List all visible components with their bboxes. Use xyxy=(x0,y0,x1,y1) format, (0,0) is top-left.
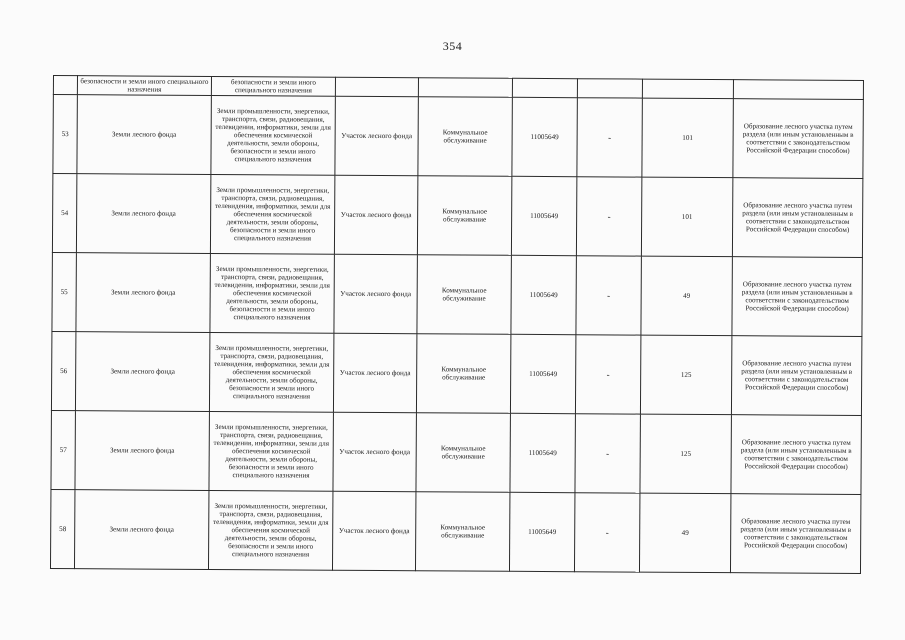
cell-code: 11005649 xyxy=(512,97,577,176)
cell-dash: - xyxy=(574,493,639,572)
cell-object-type: Участок лесного фонда xyxy=(333,412,416,492)
cell-use-type: Коммунальное обслуживание xyxy=(417,176,511,256)
table-row xyxy=(51,410,861,494)
cell-permitted-use: Земли промышленности, энергетики, транспорта, связи, радиовещания, телевидения, информатики, земли для обеспечения космической деятельности, земли обороны, безопасности и земли иного специального назначения xyxy=(210,174,334,254)
table-row xyxy=(53,95,863,179)
cell-dash xyxy=(577,79,642,98)
cell-num: 57 xyxy=(51,410,75,489)
cell-code: 11005649 xyxy=(510,334,575,413)
cell-area: 101 xyxy=(642,98,733,178)
cell-area: 101 xyxy=(641,177,732,257)
cell-method xyxy=(733,80,863,100)
cell-code: 11005649 xyxy=(511,255,576,334)
cell-land-category: Земли лесного фонда xyxy=(76,253,210,333)
cell-dash: - xyxy=(576,256,641,335)
cell-dash: - xyxy=(575,335,640,414)
cell-dash: - xyxy=(576,177,641,256)
cell-area: 49 xyxy=(641,256,732,336)
cell-object-type: Участок лесного фонда xyxy=(335,96,418,176)
table-row xyxy=(50,489,860,573)
cell-land-category: Земли лесного фонда xyxy=(76,174,210,254)
cell-code xyxy=(512,78,577,97)
cell-use-type: Коммунальное обслуживание xyxy=(416,334,510,414)
cell-land-category: Земли лесного фонда xyxy=(75,411,209,491)
table-row xyxy=(52,174,862,258)
cell-method: Образование лесного участка путем раздела (или иным установленным в соответствии с законодательством Российской Федерации способом) xyxy=(732,257,862,337)
cell-num: 53 xyxy=(53,95,77,174)
cell-permitted-use: Земли промышленности, энергетики, транспорта, связи, радиовещания, телевидения, информатики, земли для обеспечения космической деятельности, земли обороны, безопасности и земли иного специального назначения xyxy=(209,411,333,491)
cell-permitted-use: Земли промышленности, энергетики, транспорта, связи, радиовещания, телевидения, информатики, земли для обеспечения космической деятельности, земли обороны, безопасности и земли иного специального назначения xyxy=(209,332,333,412)
cell-land-category: Земли лесного фонда xyxy=(74,490,208,570)
cell-area: 125 xyxy=(640,414,731,494)
cell-dash: - xyxy=(575,414,640,493)
cell-code: 11005649 xyxy=(511,176,576,255)
cell-object-type: Участок лесного фонда xyxy=(332,491,415,571)
cell-use-type: Коммунальное обслуживание xyxy=(415,492,509,572)
cell-object-type: Участок лесного фонда xyxy=(334,175,417,255)
cell-area: 125 xyxy=(640,335,731,415)
table-row xyxy=(52,252,862,336)
cell-object-type: Участок лесного фонда xyxy=(334,254,417,334)
cell-object-type xyxy=(335,77,418,97)
cell-dash: - xyxy=(577,98,642,177)
cell-num: 54 xyxy=(52,174,76,253)
cell-num: 56 xyxy=(51,331,75,410)
cell-code: 11005649 xyxy=(509,492,574,571)
cell-permitted-use: безопасности и земли иного специального назначения xyxy=(211,76,335,96)
cell-permitted-use: Земли промышленности, энергетики, транспорта, связи, радиовещания, телевидения, информатики, земли для обеспечения космической деятельности, земли обороны, безопасности и земли иного специального назначения xyxy=(208,490,332,570)
cell-code: 11005649 xyxy=(510,413,575,492)
cell-method: Образование лесного участка путем раздела (или иным установленным в соответствии с законодательством Российской Федерации способом) xyxy=(732,178,862,258)
cell-use-type: Коммунальное обслуживание xyxy=(417,255,511,335)
cell-method: Образование лесного участка путем раздела (или иным установленным в соответствии с законодательством Российской Федерации способом) xyxy=(731,415,861,495)
table-row xyxy=(51,331,861,415)
cell-object-type: Участок лесного фонда xyxy=(333,333,416,413)
cell-use-type: Коммунальное обслуживание xyxy=(418,97,512,177)
cell-num: 58 xyxy=(50,489,74,568)
land-plots-table xyxy=(50,75,864,574)
cell-use-type: Коммунальное обслуживание xyxy=(416,413,510,493)
cell-area xyxy=(642,79,733,99)
cell-area: 49 xyxy=(639,493,730,573)
cell-num xyxy=(53,76,77,95)
cell-method: Образование лесного участка путем раздела (или иным установленным в соответствии с законодательством Российской Федерации способом) xyxy=(731,336,861,416)
cell-method: Образование лесного участка путем раздела (или иным установленным в соответствии с законодательством Российской Федерации способом) xyxy=(730,494,860,574)
cell-use-type xyxy=(418,78,512,98)
cell-permitted-use: Земли промышленности, энергетики, транспорта, связи, радиовещания, телевидения, информатики, земли для обеспечения космической деятельности, земли обороны, безопасности и земли иного специального назначения xyxy=(210,253,334,333)
cell-land-category: Земли лесного фонда xyxy=(75,332,209,412)
cell-land-category: безопасности и земли иного специального назначения xyxy=(77,76,211,96)
cell-num: 55 xyxy=(52,252,76,331)
cell-land-category: Земли лесного фонда xyxy=(77,95,211,175)
page-number: 354 xyxy=(442,39,463,53)
cell-method: Образование лесного участка путем раздела (или иным установленным в соответствии с законодательством Российской Федерации способом) xyxy=(733,99,863,179)
cell-permitted-use: Земли промышленности, энергетики, транспорта, связи, радиовещания, телевидения, информатики, земли для обеспечения космической деятельности, земли обороны, безопасности и земли иного специального назначения xyxy=(211,95,335,175)
